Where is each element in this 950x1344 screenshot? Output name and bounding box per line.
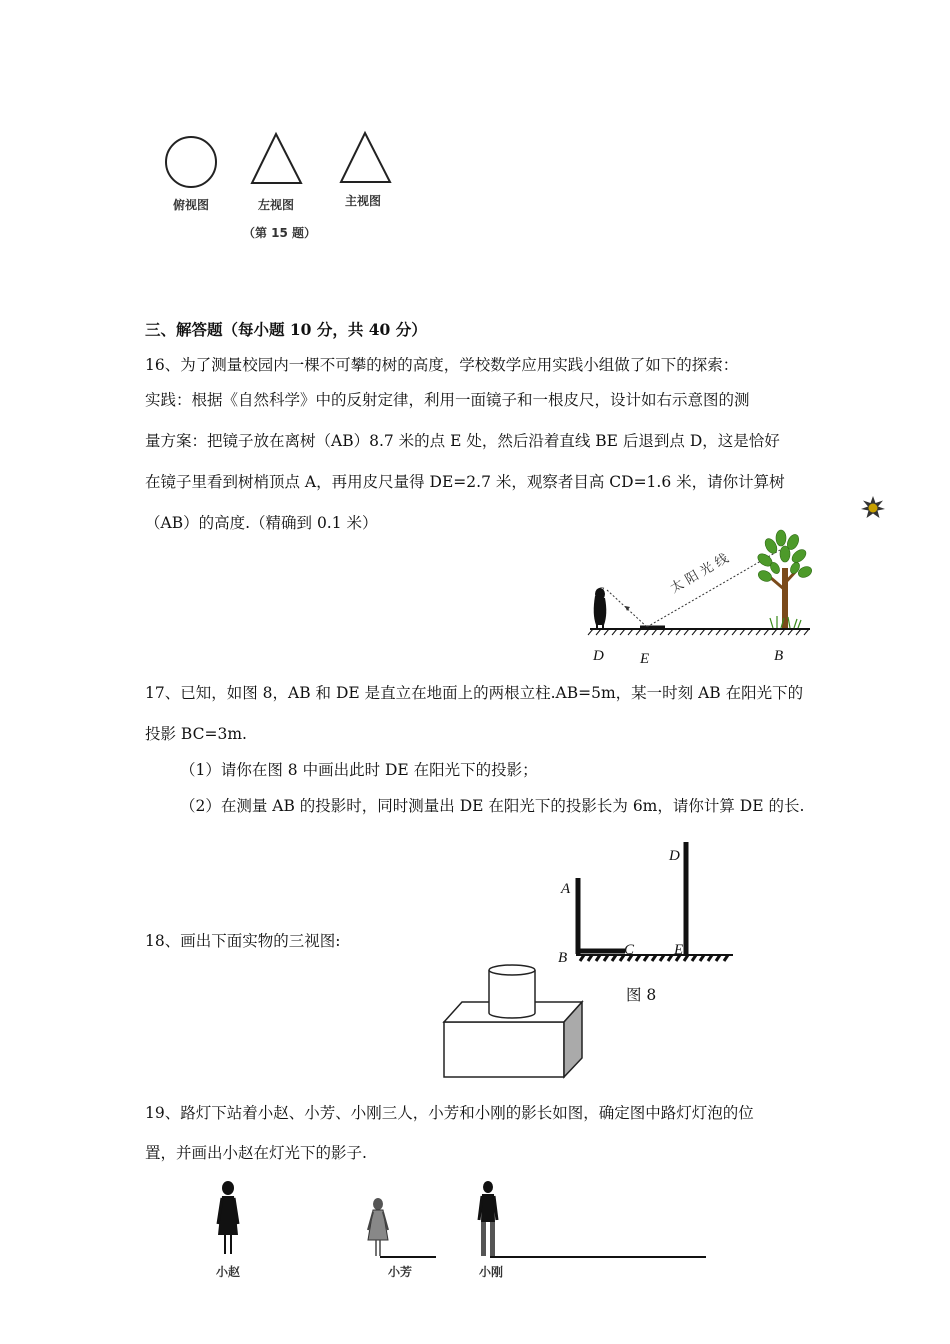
shadow-xiaofang — [380, 1255, 440, 1259]
q19-line-1: 19、路灯下站着小赵、小芳、小刚三人，小芳和小刚的影长如图，确定图中路灯灯泡的位 — [145, 1104, 754, 1122]
section-heading: 三、解答题（每小题 10 分，共 40 分） — [145, 320, 427, 339]
q17-label-a: A — [561, 881, 571, 897]
q17-line-3: （1）请你在图 8 中画出此时 DE 在阳光下的投影； — [180, 761, 538, 779]
q17-label-b: B — [558, 950, 568, 966]
q16-line-3: 量方案：把镜子放在离树（AB）8.7 米的点 E 处，然后沿着直线 BE 后退到点 D，这是恰好 — [145, 432, 780, 450]
q15-caption: （第 15 题） — [243, 226, 317, 240]
left-view-label: 左视图 — [258, 198, 295, 212]
q18-object-drawing — [442, 962, 592, 1082]
q16-mirror-diagram — [585, 528, 825, 638]
person-xiaofang — [366, 1198, 396, 1263]
q19-line-2: 置，并画出小赵在灯光下的影子. — [145, 1144, 367, 1162]
top-view-circle — [164, 136, 224, 196]
left-view-triangle — [251, 133, 311, 193]
q17-label-c: C — [624, 942, 635, 958]
label-xiaogang: 小刚 — [479, 1265, 504, 1279]
q17-label-d: D — [669, 848, 680, 864]
q16-label-d: D — [593, 648, 604, 664]
person-xiaogang — [476, 1180, 506, 1260]
q16-label-c: C — [596, 584, 605, 598]
q16-sun-ray-label: 太 阳 光 线 — [668, 551, 732, 597]
star-icon — [861, 496, 885, 520]
q17-label-e: E — [674, 942, 684, 958]
q16-label-e: E — [640, 651, 650, 667]
q16-line-2: 实践：根据《自然科学》中的反射定律，利用一面镜子和一根皮尺，设计如右示意图的测 — [145, 391, 750, 409]
q16-line-1: 16、为了测量校园内一棵不可攀的树的高度，学校数学应用实践小组做了如下的探索： — [145, 356, 739, 374]
q16-line-5: （AB）的高度.（精确到 0.1 米） — [145, 514, 378, 532]
q16-label-b: B — [774, 648, 784, 664]
q16-line-4: 在镜子里看到树梢顶点 A，再用皮尺量得 DE=2.7 米，观察者目高 CD=1.6 米，请你计算树 — [145, 473, 785, 491]
label-xiaofang: 小芳 — [388, 1265, 413, 1279]
q17-figure-caption: 图 8 — [626, 986, 657, 1004]
person-xiaozhao — [214, 1180, 244, 1260]
top-view-label: 俯视图 — [173, 198, 210, 212]
q18-text: 18、画出下面实物的三视图: — [145, 932, 341, 950]
label-xiaozhao: 小赵 — [216, 1265, 241, 1279]
q17-line-4: （2）在测量 AB 的投影时，同时测量出 DE 在阳光下的投影长为 6m，请你计算 DE 的长. — [180, 797, 805, 815]
q17-line-2: 投影 BC=3m. — [145, 725, 247, 743]
front-view-label: 主视图 — [345, 194, 382, 208]
shadow-xiaogang — [490, 1255, 710, 1259]
front-view-triangle — [340, 132, 400, 192]
q17-posts-diagram — [568, 838, 738, 968]
q17-line-1: 17、已知，如图 8，AB 和 DE 是直立在地面上的两根立柱.AB=5m，某一时刻 AB 在阳光下的 — [145, 684, 804, 702]
